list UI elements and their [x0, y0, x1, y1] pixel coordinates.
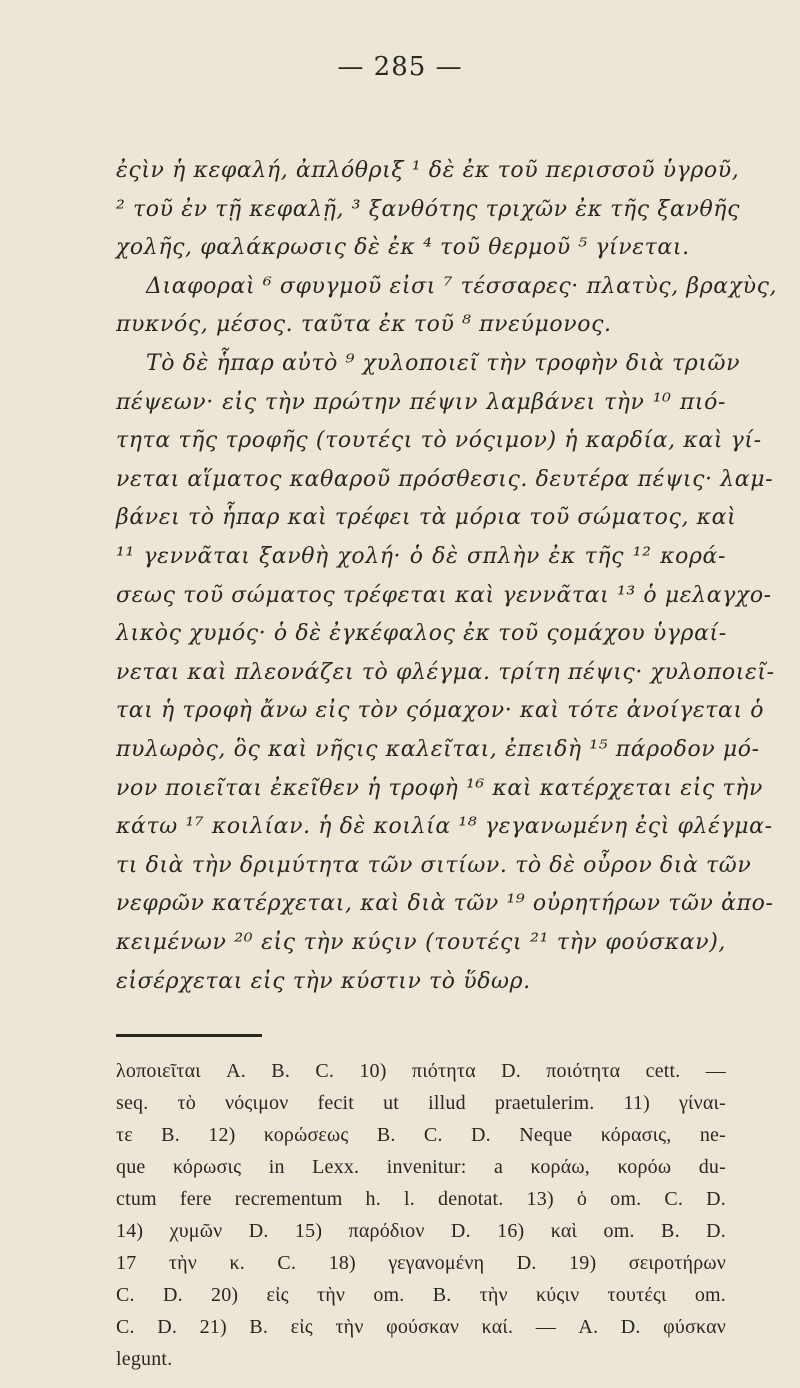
main-text-line: κάτω ¹⁷ κοιλίαν. ἡ δὲ κοιλία ¹⁸ γεγανωμένη ἐςὶ φλέγμα-: [116, 814, 773, 840]
footnote-line: 17 τὴν κ. C. 18) γεγανομένη D. 19) σειροτήρων: [116, 1252, 726, 1274]
main-text-line: λικὸς χυμός· ὁ δὲ ἐγκέφαλος ἐκ τοῦ ςομάχου ὑγραί-: [116, 621, 727, 647]
main-text-line: νεφρῶν κατέρχεται, καὶ διὰ τῶν ¹⁹ οὐρητήρων τῶν ἀπο-: [116, 891, 774, 917]
main-text-line: πέψεων· εἰς τὴν πρώτην πέψιν λαμβάνει τὴν ¹⁰ πιό-: [116, 389, 726, 415]
main-text-line: Διαφοραὶ ⁶ σφυγμοῦ εἰσι ⁷ τέσσαρες· πλατὺς, βραχὺς,: [146, 273, 778, 299]
footnote-line: ctum fere recrementum h. l. denotat. 13) ὁ om. C. D.: [116, 1188, 726, 1210]
footnote-separator-rule: [116, 1034, 262, 1037]
main-text-line: Τὸ δὲ ἧπαρ αὐτὸ ⁹ χυλοποιεῖ τὴν τροφὴν διὰ τριῶν: [146, 351, 741, 376]
footnote-line: λοποιεῖται A. B. C. 10) πιότητα D. ποιότητα cett. —: [116, 1060, 726, 1082]
main-text-line: ται ἡ τροφὴ ἄνω εἰς τὸν ςόμαχον· καὶ τότε ἀνοίγεται ὁ: [116, 698, 765, 724]
main-text-line: πυκνός, μέσος. ταῦτα ἐκ τοῦ ⁸ πνεύμονος.: [116, 312, 612, 338]
footnote-line: legunt.: [116, 1348, 173, 1370]
page-number-header: — 285 —: [337, 52, 463, 82]
main-text-line: νεται αἵματος καθαροῦ πρόσθεσις. δευτέρα πέψις· λαμ-: [116, 466, 774, 492]
main-text-line: νεται καὶ πλεονάζει τὸ φλέγμα. τρίτη πέψις· χυλοποιεῖ-: [116, 659, 775, 685]
main-text-line: τι διὰ τὴν δριμύτητα τῶν σιτίων. τὸ δὲ οὖρον διὰ τῶν: [116, 852, 752, 878]
main-text-line: ἐςὶν ἡ κεφαλή, ἀπλόθριξ ¹ δὲ ἐκ τοῦ περισσοῦ ὑγροῦ,: [116, 158, 740, 183]
main-text-line: πυλωρὸς, ὃς καὶ νῆςις καλεῖται, ἐπειδὴ ¹⁵ πάροδον μό-: [116, 737, 760, 762]
main-text-line: ² τοῦ ἐν τῇ κεφαλῇ, ³ ξανθότης τριχῶν ἐκ τῆς ξανθῆς: [116, 196, 740, 222]
main-text-line: βάνει τὸ ἧπαρ καὶ τρέφει τὰ μόρια τοῦ σώματος, καὶ: [116, 505, 737, 531]
footnote-line: 14) χυμῶν D. 15) παρόδιον D. 16) καὶ om. B. D.: [116, 1220, 726, 1242]
main-text-line: χολῆς, φαλάκρωσις δὲ ἐκ ⁴ τοῦ θερμοῦ ⁵ γίνεται.: [116, 235, 690, 261]
footnote-line: seq. τὸ νόςιμον fecit ut illud praetulerim. 11) γίναι-: [116, 1092, 726, 1114]
main-text-line: σεως τοῦ σώματος τρέφεται καὶ γεννᾶται ¹³ ὁ μελαγχο-: [116, 582, 772, 608]
footnote-line: C. D. 21) B. εἰς τὴν φούσκαν καί. — A. D. φύσκαν: [116, 1316, 726, 1338]
main-text-line: τητα τῆς τροφῆς (τουτέςι τὸ νόςιμον) ἡ καρδία, καὶ γί-: [116, 428, 762, 454]
main-text-line: εἰσέρχεται εἰς τὴν κύστιν τὸ ὕδωρ.: [116, 968, 531, 994]
main-text-line: ¹¹ γεννᾶται ξανθὴ χολή· ὁ δὲ σπλὴν ἐκ τῆς ¹² κορά-: [116, 544, 726, 569]
footnote-line: que κόρωσις in Lexx. invenitur: a κοράω, κορόω du-: [116, 1156, 726, 1178]
footnote-line: C. D. 20) εἰς τὴν om. B. τὴν κύςιν τουτέςι om.: [116, 1284, 726, 1306]
main-text-line: νον ποιεῖται ἐκεῖθεν ἡ τροφὴ ¹⁶ καὶ κατέρχεται εἰς τὴν: [116, 775, 763, 801]
main-text-line: κειμένων ²⁰ εἰς τὴν κύςιν (τουτέςι ²¹ τὴν φούσκαν),: [116, 930, 726, 955]
footnote-line: τε B. 12) κορώσεως B. C. D. Neque κόρασις, ne-: [116, 1124, 726, 1146]
